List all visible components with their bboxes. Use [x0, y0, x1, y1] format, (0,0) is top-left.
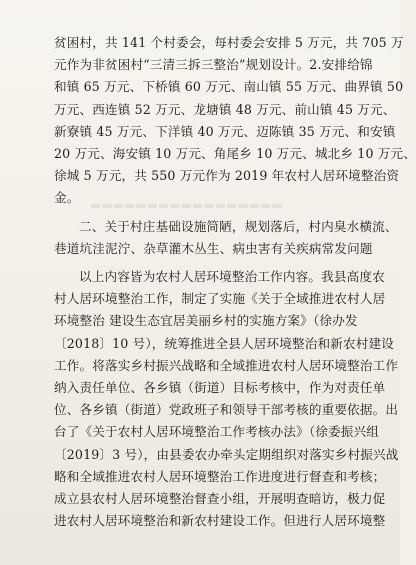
text-line: 金。	[54, 190, 80, 206]
text-line: 〔2018〕10 号），统筹推进全县人居环境整治和新农村建设	[54, 335, 394, 351]
text-line: 〔2019〕3 号），由县委农办牵头定期组织对落实乡村振兴战	[54, 446, 399, 462]
text-line: 以上内容皆为农村人居环境整治工作内容。我县高度农	[79, 269, 385, 285]
paragraph-funding-allocation	[54, 32, 416, 210]
text-line: 20 万元、海安镇 10 万元、角尾乡 10 万元、城北乡 10 万元、	[54, 146, 416, 162]
text-line: 略和全域推进农村人居环境整治工作进度进行督查和考核；	[54, 468, 386, 484]
paragraph-remediation-work	[54, 266, 399, 532]
text-line: 纳入责任单位、各乡镇（街道）目标考核中，作为对责任单	[54, 380, 386, 396]
text-line: 和镇 65 万元、下桥镇 60 万元、南山镇 55 万元、曲界镇 50	[54, 79, 404, 95]
heading-line: 二、关于村庄基础设施简陋，规划落后，村内臭水横流、	[79, 218, 398, 234]
bleed-through-text: ▬▬▬▬▬▬▬▬▬▬▬▬▬▬▬▬▬	[90, 198, 283, 212]
text-line: 万元、西连镇 52 万元、龙塘镇 48 万元、前山镇 45 万元、	[54, 101, 396, 117]
text-line: 徐城 5 万元，共 550 万元作为 2019 年农村人居环境整治资	[54, 168, 400, 184]
text-line: 贫困村，共 141 个村委会，每村委会安排 5 万元，共 705 万	[54, 35, 404, 50]
text-line: 台了《关于农村人居环境整治工作考核办法》（徐委振兴组	[54, 424, 380, 440]
text-line: 工作。将落实乡村振兴战略和全域推进农村人居环境整治工作	[54, 357, 399, 373]
text-line: 成立县农村人居环境整治督查小组，开展明查暗访，极力促	[54, 491, 386, 507]
section-heading	[54, 216, 398, 260]
text-line: 进农村人居环境整治和新农村建设工作。但进行人居环境整	[54, 513, 386, 529]
text-line: 环境整治 建设生态宜居美丽乡村的实施方案》（徐办发	[54, 313, 358, 329]
text-line: 位、各乡镇（街道）党政班子和领导干部考核的重要依据。出	[54, 402, 399, 418]
text-line: 元作为非贫困村“三清三拆三整治”规划设计。2.安排给锦	[54, 57, 373, 73]
heading-line: 巷道坑洼泥泞、杂草灌木丛生、病虫害有关疾病常发问题	[54, 240, 373, 256]
text-line: 新寮镇 45 万元、下洋镇 40 万元、迈陈镇 35 万元、和安镇	[54, 123, 396, 139]
text-line: 村人居环境整治工作，制定了实施《关于全域推进农村人居	[54, 291, 386, 307]
